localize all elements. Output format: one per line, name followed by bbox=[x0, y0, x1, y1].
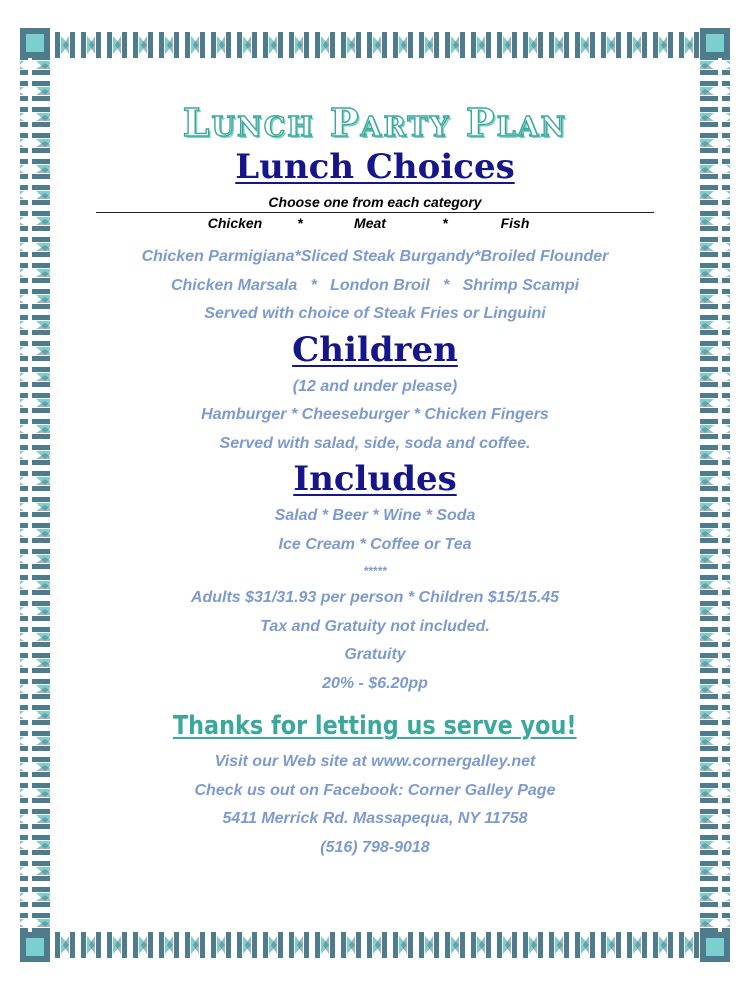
category-separator: * bbox=[442, 215, 448, 231]
category-meat: Meat bbox=[354, 215, 386, 231]
gratuity-line: 20% - $6.20pp bbox=[322, 674, 428, 692]
children-heading: Children bbox=[292, 329, 458, 370]
children-line: Served with salad, side, soda and coffee. bbox=[219, 434, 531, 452]
border-top bbox=[20, 28, 730, 58]
border-left bbox=[20, 58, 50, 932]
includes-line: Gratuity bbox=[344, 646, 406, 663]
menu-content bbox=[60, 100, 690, 862]
border-bottom bbox=[20, 932, 730, 962]
border-right bbox=[700, 58, 730, 932]
lunch-line: Chicken Marsala * London Broil * Shrimp Scampi bbox=[170, 276, 580, 294]
facebook-line: Check us out on Facebook: Corner Galley Page bbox=[194, 781, 556, 799]
lunch-choices-heading: Lunch Choices bbox=[235, 147, 515, 187]
category-instruction: Choose one from each category bbox=[268, 194, 482, 210]
price-line: Adults $31/31.93 per person * Children $15/15.45 bbox=[190, 589, 560, 606]
includes-heading: Includes bbox=[293, 459, 457, 499]
page-title: Lunch Party Plan bbox=[182, 100, 568, 145]
phone-line: (516) 798-9018 bbox=[320, 838, 430, 856]
website-line: Visit our Web site at www.cornergalley.net bbox=[214, 753, 536, 770]
category-chicken: Chicken bbox=[207, 215, 263, 231]
address-line: 5411 Merrick Rd. Massapequa, NY 11758 bbox=[222, 810, 528, 827]
thanks-message: Thanks for letting us serve you! bbox=[173, 711, 577, 741]
includes-line: Salad * Beer * Wine * Soda bbox=[274, 507, 476, 524]
includes-line: Tax and Gratuity not included. bbox=[260, 617, 490, 635]
category-fish: Fish bbox=[500, 215, 530, 231]
children-line: (12 and under please) bbox=[292, 377, 458, 395]
lunch-line: Chicken Parmigiana*Sliced Steak Burgandy*Broiled Flounder bbox=[141, 248, 609, 265]
category-row bbox=[60, 213, 690, 233]
includes-line: ***** bbox=[363, 564, 387, 578]
category-separator: * bbox=[297, 215, 303, 231]
children-line: Hamburger * Cheeseburger * Chicken Fingers bbox=[201, 406, 549, 423]
includes-line: Ice Cream * Coffee or Tea bbox=[278, 535, 472, 553]
lunch-line: Served with choice of Steak Fries or Linguini bbox=[204, 305, 546, 322]
